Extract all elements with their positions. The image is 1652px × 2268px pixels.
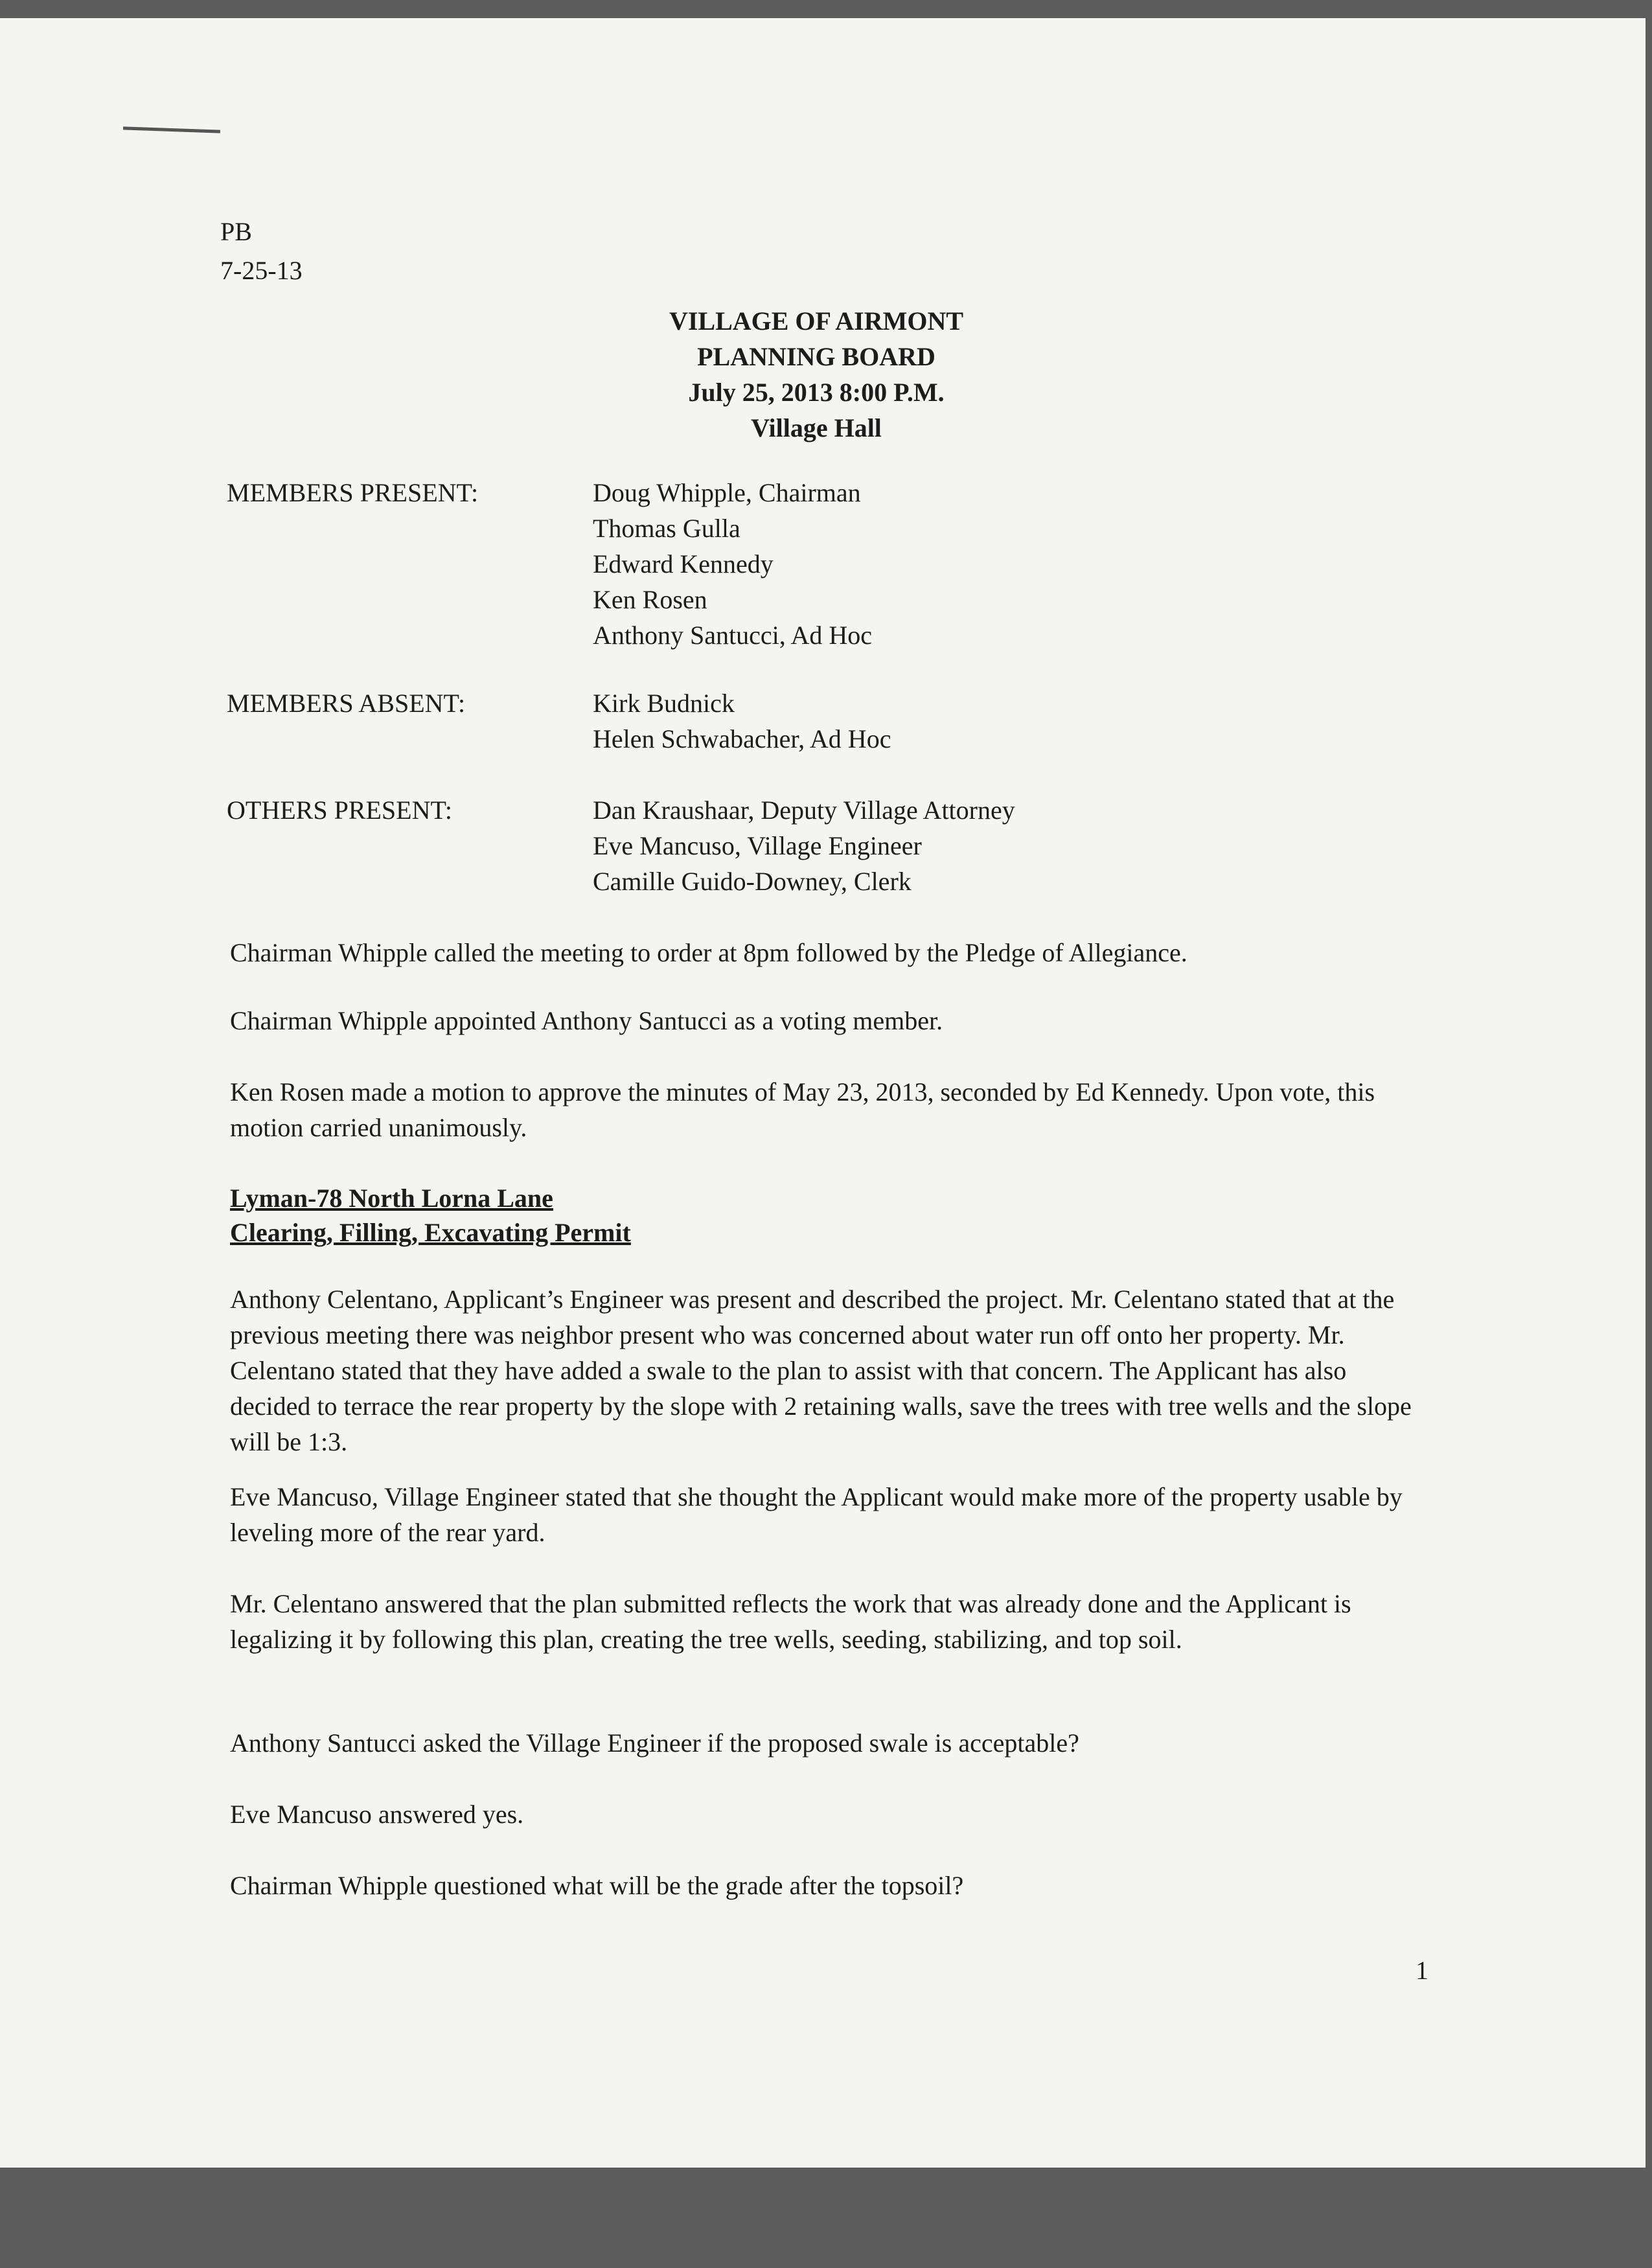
paragraph-appointment: Chairman Whipple appointed Anthony Santucci as a voting member. [230, 1006, 943, 1035]
paragraph-call-to-order: Chairman Whipple called the meeting to order at 8pm followed by the Pledge of Allegiance. [230, 938, 1187, 967]
paragraph-whipple-question: Chairman Whipple questioned what will be the grade after the topsoil? [230, 1871, 964, 1900]
section-heading-permit: Clearing, Filling, Excavating Permit [230, 1218, 631, 1247]
members-absent-label: MEMBERS ABSENT: [227, 689, 466, 718]
members-absent-list [593, 685, 891, 757]
member-name: Edward Kennedy [593, 549, 774, 578]
scan-mark [123, 126, 220, 133]
member-name: Ken Rosen [593, 585, 707, 614]
document-page [0, 18, 1646, 2168]
paragraph-celentano-answer: Mr. Celentano answered that the plan submitted reflects the work that was already done and the Applicant is legalizing it by following this plan, creating the tree wells, seeding, stabilizing, and top soil. [230, 1589, 1351, 1654]
title-line-1: VILLAGE OF AIRMONT [669, 306, 964, 336]
paragraph-santucci-question: Anthony Santucci asked the Village Engineer if the proposed swale is acceptable? [230, 1728, 1079, 1758]
title-block [492, 303, 1140, 446]
title-line-3: July 25, 2013 8:00 P.M. [688, 378, 945, 407]
paragraph-minutes-approval: Ken Rosen made a motion to approve the minutes of May 23, 2013, seconded by Ed Kennedy. Upon vote, this motion carried unanimously. [230, 1077, 1375, 1142]
member-name: Helen Schwabacher, Ad Hoc [593, 724, 891, 753]
member-name: Doug Whipple, Chairman [593, 478, 861, 507]
paragraph-applicant-description: Anthony Celentano, Applicant’s Engineer was present and described the project. Mr. Celentano stated that at the previous meeting there was neighbor present who was concerned about water run off onto her property. Mr. Celentano stated that they have added a swale to the plan to assist with that concern. The Applicant has also decided to terrace the rear property by the slope with 2 retaining walls, save the trees with tree wells and the slope will be 1:3. [230, 1285, 1412, 1456]
paragraph-engineer-statement: Eve Mancuso, Village Engineer stated that she thought the Applicant would make more of the property usable by leveling more of the rear yard. [230, 1482, 1403, 1547]
member-name: Anthony Santucci, Ad Hoc [593, 621, 873, 650]
title-line-2: PLANNING BOARD [697, 342, 935, 371]
others-present-label: OTHERS PRESENT: [227, 796, 453, 825]
member-name: Kirk Budnick [593, 689, 735, 718]
header-code: PB [220, 217, 252, 246]
members-present-label: MEMBERS PRESENT: [227, 478, 479, 507]
other-name: Camille Guido-Downey, Clerk [593, 867, 912, 896]
page-number: 1 [1416, 1956, 1428, 1985]
others-present-list [593, 792, 1015, 899]
other-name: Eve Mancuso, Village Engineer [593, 831, 922, 860]
member-name: Thomas Gulla [593, 514, 740, 543]
header-date: 7-25-13 [220, 256, 303, 285]
title-line-4: Village Hall [751, 413, 882, 442]
paragraph-mancuso-answer: Eve Mancuso answered yes. [230, 1800, 524, 1829]
document-header [220, 212, 303, 290]
section-heading-address: Lyman-78 North Lorna Lane [230, 1184, 553, 1213]
members-present-list [593, 475, 872, 653]
other-name: Dan Kraushaar, Deputy Village Attorney [593, 796, 1015, 825]
